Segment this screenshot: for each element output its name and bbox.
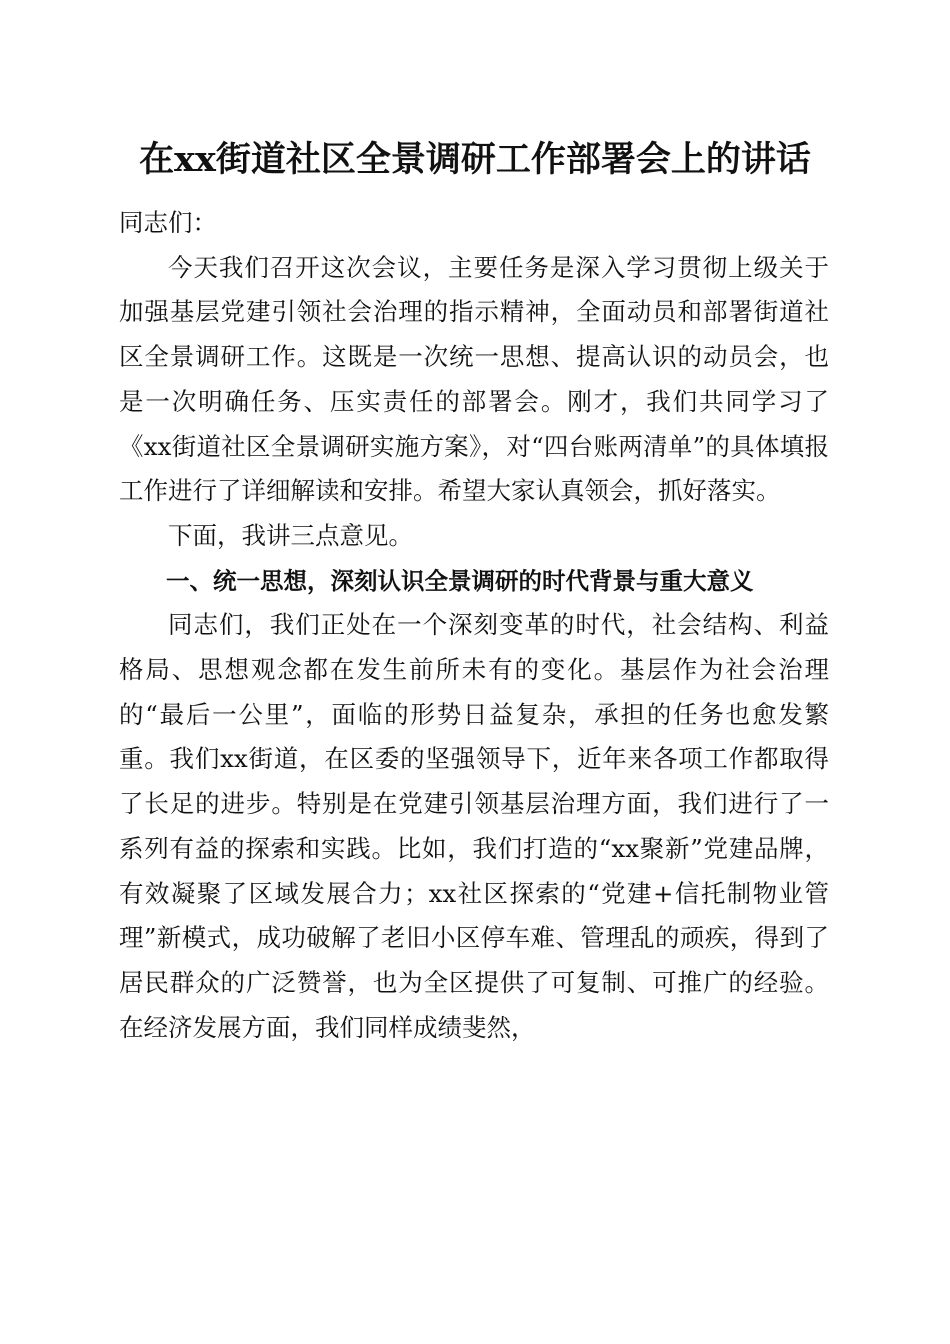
document-body — [119, 201, 829, 1050]
paragraph-transition: 下面，我讲三点意见。 — [168, 520, 413, 550]
paragraph-section-1: 同志们，我们正处在一个深刻变革的时代，社会结构、利益格局、思想观念都在发生前所未有的变化。基层作为社会治理的“最后一公里”，面临的形势日益复杂，承担的任务也愈发繁重。我们xx街道，在区委的坚强领导下，近年来各项工作都取得了长足的进步。特别是在党建引领基层治理方面，我们进行了一系列有益的探索和实践。比如，我们打造的“xx聚新”党建品牌，有效凝聚了区域发展合力；xx社区探索的“党建+信托制物业管理”新模式，成功破解了老旧小区停车难、管理乱的顽疾，得到了居民群众的广泛赞誉，也为全区提供了可复制、可推广的经验。在经济发展方面，我们同样成绩斐然， — [119, 610, 829, 1042]
document-title: 在xx街道社区全景调研工作部署会上的讲话 — [139, 139, 811, 180]
section-heading-1: 一、统一思想，深刻认识全景调研的时代背景与重大意义 — [166, 566, 754, 595]
paragraph-intro: 今天我们召开这次会议，主要任务是深入学习贯彻上级关于加强基层党建引领社会治理的指示精神，全面动员和部署街道社区全景调研工作。这既是一次统一思想、提高认识的动员会，也是一次明确任务、压实责任的部署会。刚才，我们共同学习了《xx街道社区全景调研实施方案》，对“四台账两清单”的具体填报工作进行了详细解读和安排。希望大家认真领会，抓好落实。 — [119, 252, 829, 506]
salutation: 同志们： — [119, 208, 217, 237]
